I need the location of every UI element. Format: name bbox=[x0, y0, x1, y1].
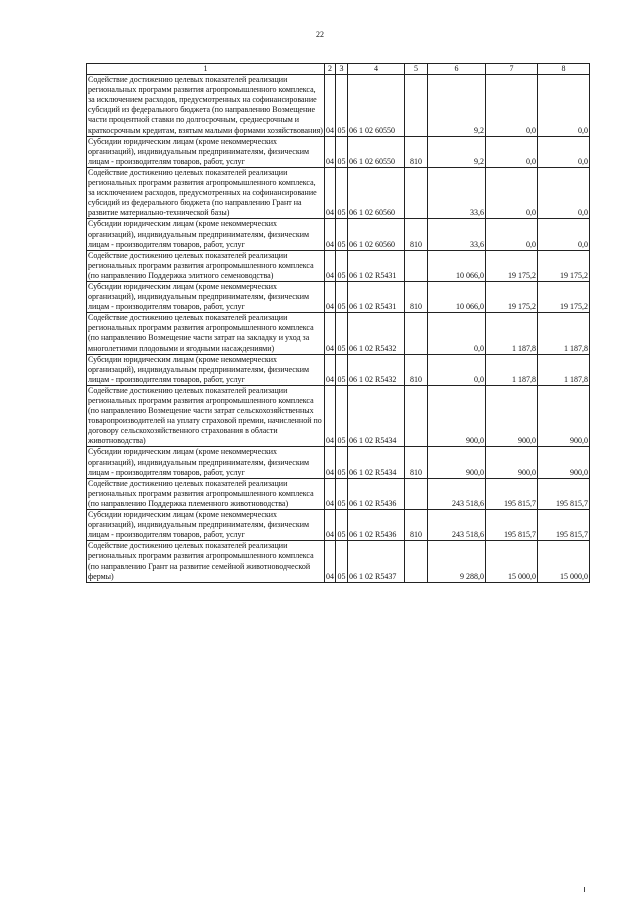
col-header-3: 3 bbox=[336, 64, 348, 75]
row-value-7: 1 187,8 bbox=[486, 313, 538, 354]
table-row bbox=[87, 250, 590, 281]
row-rz: 04 bbox=[325, 447, 336, 478]
col-header-6: 6 bbox=[428, 64, 486, 75]
row-value-7: 0,0 bbox=[486, 219, 538, 250]
row-csr: 06 1 02 60560 bbox=[348, 219, 405, 250]
row-csr: 06 1 02 R5434 bbox=[348, 447, 405, 478]
row-value-7: 1 187,8 bbox=[486, 354, 538, 385]
row-pr: 05 bbox=[336, 478, 348, 509]
row-value-7: 0,0 bbox=[486, 136, 538, 167]
row-vr bbox=[405, 167, 428, 218]
row-value-7: 0,0 bbox=[486, 75, 538, 137]
row-csr: 06 1 02 R5431 bbox=[348, 250, 405, 281]
row-value-8: 0,0 bbox=[538, 75, 590, 137]
row-pr: 05 bbox=[336, 281, 348, 312]
row-rz: 04 bbox=[325, 510, 336, 541]
col-header-8: 8 bbox=[538, 64, 590, 75]
row-csr: 06 1 02 R5431 bbox=[348, 281, 405, 312]
row-value-6: 243 518,6 bbox=[428, 478, 486, 509]
row-vr bbox=[405, 541, 428, 582]
row-name: Содействие достижению целевых показателей реализации региональных программ развития агропромышленного комплекса (по направлению Возмещение части затрат на закладку и уход за многолетними плодовыми и ягодными насаждениями) bbox=[87, 313, 325, 354]
row-value-8: 1 187,8 bbox=[538, 313, 590, 354]
row-value-6: 33,6 bbox=[428, 219, 486, 250]
col-header-2: 2 bbox=[325, 64, 336, 75]
table-row bbox=[87, 281, 590, 312]
row-rz: 04 bbox=[325, 281, 336, 312]
row-value-8: 1 187,8 bbox=[538, 354, 590, 385]
row-rz: 04 bbox=[325, 75, 336, 137]
table-row bbox=[87, 541, 590, 582]
row-value-8: 0,0 bbox=[538, 136, 590, 167]
row-rz: 04 bbox=[325, 354, 336, 385]
row-vr: 810 bbox=[405, 136, 428, 167]
row-pr: 05 bbox=[336, 354, 348, 385]
row-csr: 06 1 02 60550 bbox=[348, 75, 405, 137]
row-value-6: 9,2 bbox=[428, 136, 486, 167]
row-vr bbox=[405, 75, 428, 137]
row-name: Субсидии юридическим лицам (кроме некоммерческих организаций), индивидуальным предпринимателям, физическим лицам - производителям товаров, работ, услуг bbox=[87, 447, 325, 478]
row-value-6: 0,0 bbox=[428, 313, 486, 354]
row-name: Содействие достижению целевых показателей реализации региональных программ развития агропромышленного комплекса (по направлению Грант на развитие семейной животноводческой фермы) bbox=[87, 541, 325, 582]
row-value-8: 0,0 bbox=[538, 219, 590, 250]
row-value-6: 10 066,0 bbox=[428, 281, 486, 312]
row-vr: 810 bbox=[405, 447, 428, 478]
row-value-8: 15 000,0 bbox=[538, 541, 590, 582]
row-rz: 04 bbox=[325, 313, 336, 354]
row-csr: 06 1 02 60550 bbox=[348, 136, 405, 167]
row-csr: 06 1 02 R5436 bbox=[348, 478, 405, 509]
row-csr: 06 1 02 R5436 bbox=[348, 510, 405, 541]
row-vr: 810 bbox=[405, 219, 428, 250]
row-rz: 04 bbox=[325, 136, 336, 167]
row-value-8: 195 815,7 bbox=[538, 510, 590, 541]
row-pr: 05 bbox=[336, 385, 348, 447]
col-header-1: 1 bbox=[87, 64, 325, 75]
row-pr: 05 bbox=[336, 219, 348, 250]
scan-mark bbox=[584, 887, 585, 892]
row-rz: 04 bbox=[325, 167, 336, 218]
row-csr: 06 1 02 R5434 bbox=[348, 385, 405, 447]
budget-table bbox=[86, 63, 590, 583]
row-rz: 04 bbox=[325, 385, 336, 447]
row-csr: 06 1 02 R5432 bbox=[348, 313, 405, 354]
row-pr: 05 bbox=[336, 136, 348, 167]
row-pr: 05 bbox=[336, 541, 348, 582]
row-rz: 04 bbox=[325, 541, 336, 582]
row-name: Субсидии юридическим лицам (кроме некоммерческих организаций), индивидуальным предпринимателям, физическим лицам - производителям товаров, работ, услуг bbox=[87, 281, 325, 312]
table-row bbox=[87, 167, 590, 218]
row-value-8: 0,0 bbox=[538, 167, 590, 218]
table-row bbox=[87, 75, 590, 137]
row-vr: 810 bbox=[405, 354, 428, 385]
table-row bbox=[87, 219, 590, 250]
row-value-6: 9,2 bbox=[428, 75, 486, 137]
row-name: Содействие достижению целевых показателей реализации региональных программ развития агропромышленного комплекса, за исключением расходов, предусмотренных на софинансирование субсидий из федерального бюджета (по направлению Грант на развитие материально-технической базы) bbox=[87, 167, 325, 218]
col-header-5: 5 bbox=[405, 64, 428, 75]
row-value-7: 19 175,2 bbox=[486, 250, 538, 281]
table-row bbox=[87, 478, 590, 509]
row-rz: 04 bbox=[325, 478, 336, 509]
row-vr bbox=[405, 478, 428, 509]
row-value-8: 900,0 bbox=[538, 447, 590, 478]
table-row bbox=[87, 354, 590, 385]
row-value-6: 33,6 bbox=[428, 167, 486, 218]
row-value-6: 900,0 bbox=[428, 385, 486, 447]
row-name: Субсидии юридическим лицам (кроме некоммерческих организаций), индивидуальным предпринимателям, физическим лицам - производителям товаров, работ, услуг bbox=[87, 219, 325, 250]
row-vr bbox=[405, 313, 428, 354]
page-number: 22 bbox=[316, 30, 324, 39]
row-vr: 810 bbox=[405, 281, 428, 312]
row-value-6: 10 066,0 bbox=[428, 250, 486, 281]
row-pr: 05 bbox=[336, 510, 348, 541]
col-header-4: 4 bbox=[348, 64, 405, 75]
row-value-7: 195 815,7 bbox=[486, 510, 538, 541]
row-vr bbox=[405, 250, 428, 281]
row-pr: 05 bbox=[336, 250, 348, 281]
row-csr: 06 1 02 60560 bbox=[348, 167, 405, 218]
row-name: Содействие достижению целевых показателей реализации региональных программ развития агропромышленного комплекса (по направлению Поддержка племенного животноводства) bbox=[87, 478, 325, 509]
row-pr: 05 bbox=[336, 167, 348, 218]
row-value-7: 0,0 bbox=[486, 167, 538, 218]
row-value-7: 15 000,0 bbox=[486, 541, 538, 582]
row-value-8: 19 175,2 bbox=[538, 281, 590, 312]
col-header-7: 7 bbox=[486, 64, 538, 75]
header-row bbox=[87, 64, 590, 75]
row-name: Субсидии юридическим лицам (кроме некоммерческих организаций), индивидуальным предпринимателям, физическим лицам - производителям товаров, работ, услуг bbox=[87, 354, 325, 385]
row-value-7: 19 175,2 bbox=[486, 281, 538, 312]
row-rz: 04 bbox=[325, 219, 336, 250]
row-value-8: 900,0 bbox=[538, 385, 590, 447]
row-vr: 810 bbox=[405, 510, 428, 541]
row-name: Содействие достижению целевых показателей реализации региональных программ развития агропромышленного комплекса (по направлению Возмещение части затрат сельскохозяйственных товаропроизводителей на уплату страховой премии, начисленной по договору сельскохозяйственного страхования в области животноводства) bbox=[87, 385, 325, 447]
row-pr: 05 bbox=[336, 75, 348, 137]
row-pr: 05 bbox=[336, 447, 348, 478]
row-csr: 06 1 02 R5432 bbox=[348, 354, 405, 385]
row-value-6: 900,0 bbox=[428, 447, 486, 478]
row-csr: 06 1 02 R5437 bbox=[348, 541, 405, 582]
table-row bbox=[87, 447, 590, 478]
row-rz: 04 bbox=[325, 250, 336, 281]
row-pr: 05 bbox=[336, 313, 348, 354]
row-name: Содействие достижению целевых показателей реализации региональных программ развития агропромышленного комплекса, за исключением расходов, предусмотренных на софинансирование субсидий из федерального бюджета (по направлению Возмещение части процентной ставки по долгосрочным, среднесрочным и краткосрочным кредитам, взятым малыми формами хозяйствования) bbox=[88, 75, 323, 135]
table-row bbox=[87, 136, 590, 167]
row-value-6: 0,0 bbox=[428, 354, 486, 385]
row-value-8: 19 175,2 bbox=[538, 250, 590, 281]
row-value-8: 195 815,7 bbox=[538, 478, 590, 509]
row-name: Субсидии юридическим лицам (кроме некоммерческих организаций), индивидуальным предпринимателям, физическим лицам - производителям товаров, работ, услуг bbox=[87, 136, 325, 167]
row-value-7: 900,0 bbox=[486, 447, 538, 478]
row-name: Содействие достижению целевых показателей реализации региональных программ развития агропромышленного комплекса (по направлению Поддержка элитного семеноводства) bbox=[87, 250, 325, 281]
row-value-6: 243 518,6 bbox=[428, 510, 486, 541]
row-value-7: 900,0 bbox=[486, 385, 538, 447]
table-row bbox=[87, 313, 590, 354]
row-vr bbox=[405, 385, 428, 447]
table-row bbox=[87, 385, 590, 447]
row-value-7: 195 815,7 bbox=[486, 478, 538, 509]
table-row bbox=[87, 510, 590, 541]
row-value-6: 9 288,0 bbox=[428, 541, 486, 582]
row-name: Субсидии юридическим лицам (кроме некоммерческих организаций), индивидуальным предпринимателям, физическим лицам - производителям товаров, работ, услуг bbox=[87, 510, 325, 541]
